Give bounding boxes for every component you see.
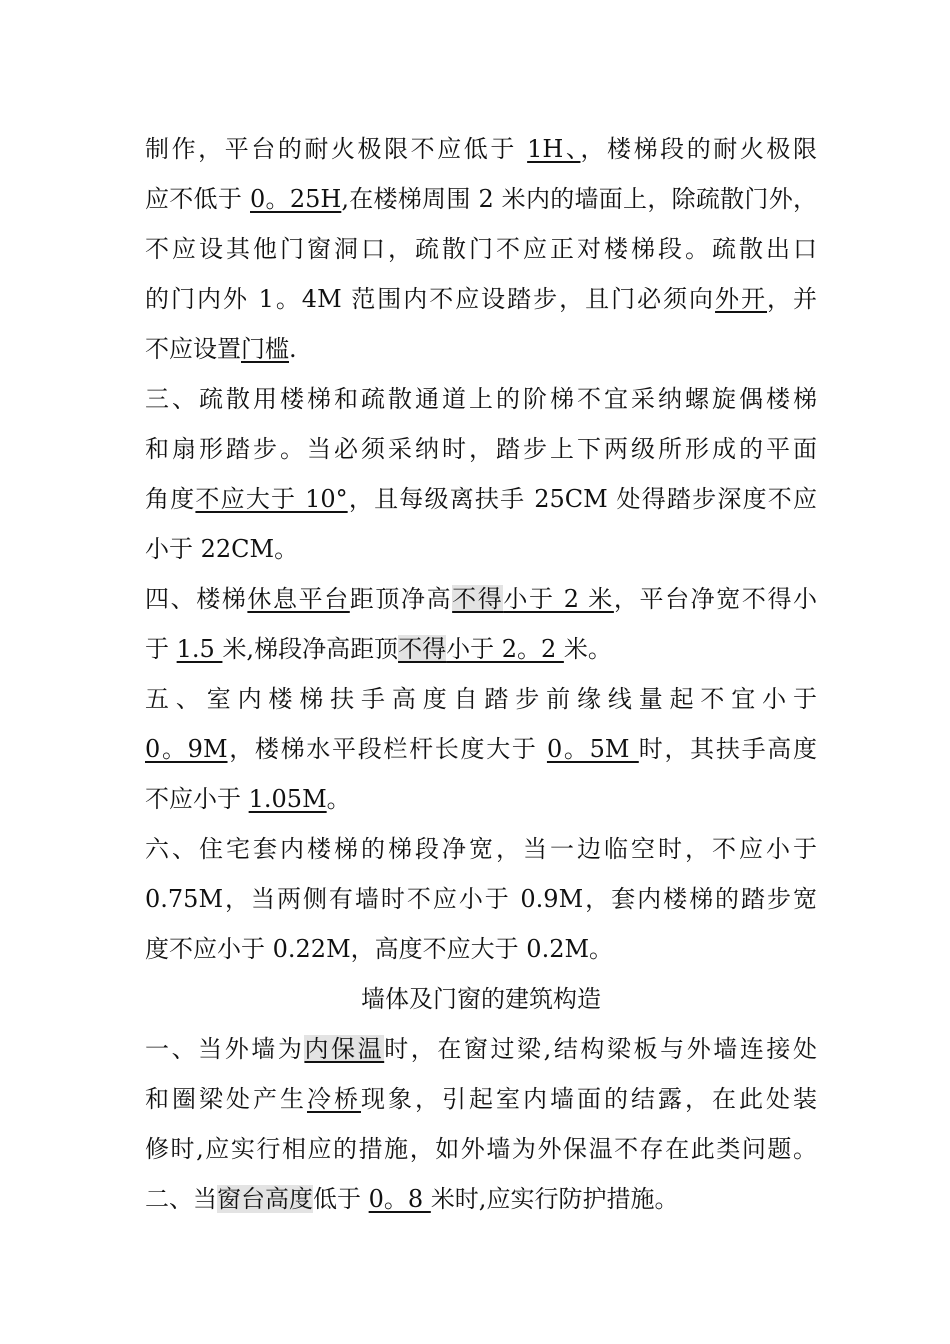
text-line-1 — [145, 124, 817, 174]
text-line-9 — [145, 524, 817, 574]
text-segment: 门槛 — [241, 335, 289, 363]
text-segment: 0。8 — [368, 1185, 431, 1213]
text-segment: 。 — [274, 535, 299, 563]
text-segment: 0.75M — [145, 885, 224, 913]
text-segment: 三、疏散用楼梯和疏散通道上的阶梯不宜采纳螺旋偶楼梯 — [145, 385, 817, 413]
text-segment: 低于 — [313, 1185, 369, 1213]
text-segment: 于 — [145, 635, 177, 663]
text-segment: 2 — [478, 185, 494, 213]
text-line-22 — [145, 1174, 817, 1224]
text-segment: 和扇形踏步。当必须采纳时，踏步上下两级所形成的平面 — [145, 435, 817, 463]
text-line-12 — [145, 674, 817, 724]
text-segment: 制作，平台的耐火极限不应低于 — [145, 135, 528, 163]
text-segment: 六、住宅套内楼梯的梯段净宽，当一边临空时，不应小于 — [145, 835, 817, 863]
text-segment: 外开 — [715, 285, 768, 313]
text-line-6 — [145, 374, 817, 424]
text-line-2 — [145, 174, 817, 224]
text-segment: 22CM — [200, 535, 275, 563]
text-segment: 修时,应实行相应的措施，如外墙为外保温不存在此类问题。 — [145, 1135, 817, 1163]
text-segment: . — [289, 335, 297, 363]
text-segment: 米,梯段净高距顶 — [222, 635, 399, 663]
text-segment: 米内的墙面上，除疏散门外， — [493, 185, 817, 213]
text-line-17 — [145, 924, 817, 974]
text-segment: 1H、 — [527, 135, 581, 163]
text-segment: 小于 2 米 — [503, 585, 614, 613]
text-segment: 的门内外 — [145, 285, 259, 313]
text-segment: 不应大于 10° — [195, 485, 348, 513]
text-segment: 0.22M — [272, 935, 351, 963]
text-segment: ，平台净宽不得小 — [613, 585, 818, 613]
text-segment: 五、室内楼梯扶手高度自踏步前缘线量起不宜小于 — [145, 685, 817, 713]
text-segment: 窗台高度 — [217, 1185, 313, 1213]
text-segment: ,在楼梯周围 — [341, 185, 479, 213]
text-segment: 时，其扶手高度 — [638, 735, 817, 763]
text-segment: 0.2M — [526, 935, 590, 963]
text-segment: ，高度不应大于 — [350, 935, 527, 963]
text-segment: 。 — [326, 785, 351, 813]
text-segment: 小于 2。2 — [446, 635, 564, 663]
text-line-11 — [145, 624, 817, 674]
text-segment: 0。25H — [250, 185, 342, 213]
text-segment: ，当两侧有墙时不应小于 — [223, 885, 521, 913]
text-segment: 0。9M — [145, 735, 228, 763]
text-segment: 墙体及门窗的建筑构造 — [361, 985, 601, 1013]
text-segment: 二、当 — [145, 1185, 217, 1213]
text-segment: 0。5M — [546, 735, 639, 763]
text-segment: 小于 — [145, 535, 201, 563]
text-line-16 — [145, 874, 817, 924]
text-line-3 — [145, 224, 817, 274]
text-segment: 不应设置 — [145, 335, 241, 363]
text-segment: 时，在窗过梁,结构梁板与外墙连接处 — [384, 1035, 818, 1063]
text-segment: 0.9M — [520, 885, 584, 913]
text-segment: 现象，引起室内墙面的结露，在此处装 — [361, 1085, 817, 1113]
text-segment: 1.5 — [176, 635, 223, 663]
text-line-13 — [145, 724, 817, 774]
text-segment: 冷桥 — [307, 1085, 361, 1113]
text-segment: 米。 — [563, 635, 612, 663]
text-segment: 处得踏步深度不应 — [607, 485, 817, 513]
text-segment: ，并 — [767, 285, 817, 313]
text-segment: 一、当外墙为 — [145, 1035, 305, 1063]
text-segment: 1.05M — [248, 785, 327, 813]
text-segment: 不得 — [398, 635, 447, 663]
text-segment: ，套内楼梯的踏步宽 — [583, 885, 817, 913]
text-line-10 — [145, 574, 817, 624]
text-segment: 不得 — [452, 585, 504, 613]
text-segment: 角度 — [145, 485, 196, 513]
text-segment: 四、楼梯 — [145, 585, 248, 613]
text-segment: 不应设其他门窗洞口，疏散门不应正对楼梯段。疏散出口 — [145, 235, 817, 263]
text-line-7 — [145, 424, 817, 474]
text-line-8 — [145, 474, 817, 524]
text-segment: 休息平台 — [247, 585, 350, 613]
text-segment: 距顶净高 — [349, 585, 453, 613]
text-segment: 不应小于 — [145, 785, 249, 813]
text-segment: 度不应小于 — [145, 935, 273, 963]
document-page — [145, 124, 817, 1224]
section-heading — [145, 974, 817, 1024]
text-segment: ，楼梯段的耐火极限 — [580, 135, 817, 163]
text-segment: ，且每级离扶手 — [347, 485, 535, 513]
text-line-21 — [145, 1124, 817, 1174]
text-segment: 应不低于 — [145, 185, 251, 213]
text-segment: 米时,应实行防护措施。 — [430, 1185, 679, 1213]
text-segment: 。 — [589, 935, 614, 963]
text-line-4 — [145, 274, 817, 324]
text-line-5 — [145, 324, 817, 374]
text-segment: 1。4M — [258, 285, 342, 313]
text-line-19 — [145, 1024, 817, 1074]
text-line-15 — [145, 824, 817, 874]
text-line-20 — [145, 1074, 817, 1124]
text-line-14 — [145, 774, 817, 824]
text-segment: ，楼梯水平段栏杆长度大于 — [227, 735, 547, 763]
text-segment: 内保温 — [304, 1035, 385, 1063]
text-segment: 25CM — [534, 485, 608, 513]
text-segment: 和圈梁处产生 — [145, 1085, 307, 1113]
text-segment: 范围内不应设踏步，且门必须向 — [341, 285, 716, 313]
